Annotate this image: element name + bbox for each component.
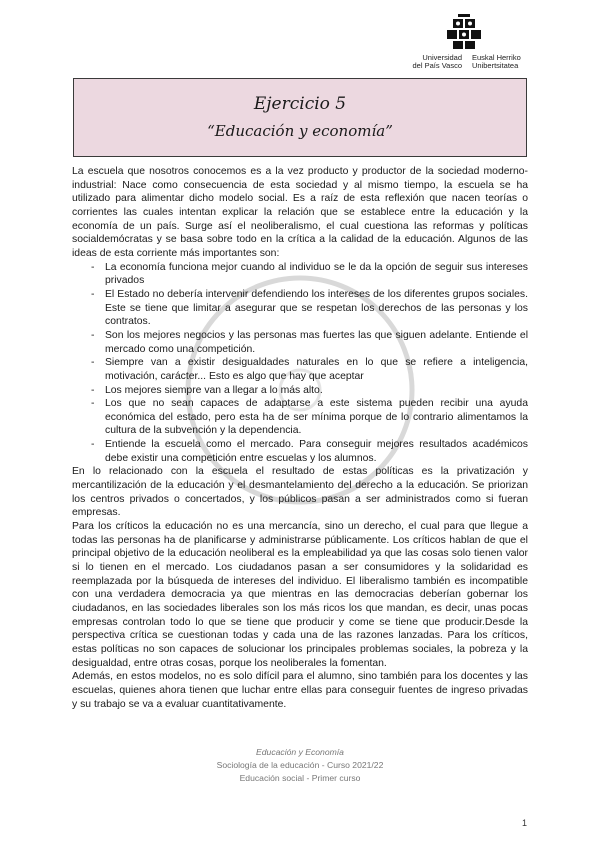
footer-title: Educación y Economía [256,747,344,757]
footer-program: Educación social - Primer curso [239,773,361,783]
intro-paragraph: La escuela que nosotros conocemos es a la vez producto y productor de la sociedad moderno-industrial: Nace como consecuencia de esta sociedad y al mismo tiempo, la escuela se ha utilizado para alimentar dicho modelo social. Es a raíz de esta reflexión que nacen teorías o corrientes las cuales intentan explicar la relación que se establece entre la educación y la economía de un país. Surge así el neoliberalismo, el cual cuestiona las reformas y políticas socialdemócratas y se basa sobre todo en la crítica a la calidad de la educación. Algunos de las ideas de esta corriente más importantes son: [72,166,528,259]
list-item: - Los mejores siempre van a llegar a lo más alto. [72,384,528,398]
document-body [72,165,528,711]
logo-text-right [472,54,542,70]
footer-course: Sociología de la educación - Curso 2021/22 [216,760,384,770]
title-box [73,78,527,157]
exercise-subtitle: “Educación y economía” [207,122,393,140]
page-footer [0,746,600,785]
bullet-list [72,261,528,466]
list-item: - Los que no sean capaces de adaptarse a este sistema pueden recibir una ayuda económica del estado, pero esta ha de ser mínima porque de lo contrario alimentamos la cultura de la subvención y la dependencia. [72,397,528,438]
logo-right-line: Unibertsitatea [472,61,519,70]
university-emblem-icon [444,14,484,50]
logo-left-line: Universidad [422,53,462,62]
logo-left-line: del País Vasco [412,61,462,70]
list-item: - Entiende la escuela como el mercado. Para conseguir mejores resultados académicos debe existir una competición entre escuelas y los alumnos. [72,438,528,465]
list-item: - El Estado no debería intervenir defendiendo los intereses de los diferentes grupos sociales. Este se tiene que limitar a asegurar que se respetan los derechos de las personas y los contratos. [72,288,528,329]
list-item: - Son los mejores negocios y las personas mas fuertes las que siguen adelante. Entiende el mercado como una competición. [72,329,528,356]
paragraph-conclusion: Además, en estos modelos, no es solo difícil para el alumno, sino también para los docentes y las escuelas, quienes ahora tienen que luchar entre ellas para conseguir fuentes de ingreso privadas y su trabajo se va a evaluar cuantitativamente. [72,671,528,710]
list-item: - La economía funciona mejor cuando al individuo se le da la opción de seguir sus intereses privados [72,261,528,288]
list-item: - Siempre van a existir desigualdades naturales en lo que se refiere a inteligencia, motivación, carácter... Esto es algo que hay que aceptar [72,356,528,383]
paragraph-critics: Para los críticos la educación no es una mercancía, sino un derecho, el cual para que llegue a todas las personas ha de planificarse y administrarse públicamente. Los críticos hablan de que el principal objetivo de la educación neoliberal es la empleabilidad ya que las cosas solo tienen valor si lo tienen en el mercado. Los ciudadanos pasan a ser consumidores y la solidaridad es reemplazada por la búsqueda de intereses del individuo. El liberalismo también es incompatible con una verdadera democracia ya que mientras en las democracias deberían gobernar los ciudadanos, en las sociedades liberales son los más ricos los que mandan, es decir, unas pocas empresas controlan todo lo que se tiene que producir y come se tiene que producir.Desde la perspectiva crítica se cuestionan todas y cada una de las razones lanzadas. Para los críticos, estas políticas no son capaces de solucionar los principales problemas sociales, la pobreza y la desigualdad, entre otras cosas, porque los neoliberales la fomentan. [72,521,528,669]
logo-text-left [400,54,462,70]
paragraph-school-result: En lo relacionado con la escuela el resultado de estas políticas es la privatización y mercantilización de la educación y el desmantelamiento del derecho a la educación. Se priorizan los centros privados o concertados, y los públicos pasan a ser administrados como si fueran empresas. [72,466,528,519]
exercise-title: Ejercicio 5 [253,94,347,114]
university-logo [400,14,560,76]
page-number: 1 [522,818,528,828]
logo-right-line: Euskal Herriko [472,53,521,62]
